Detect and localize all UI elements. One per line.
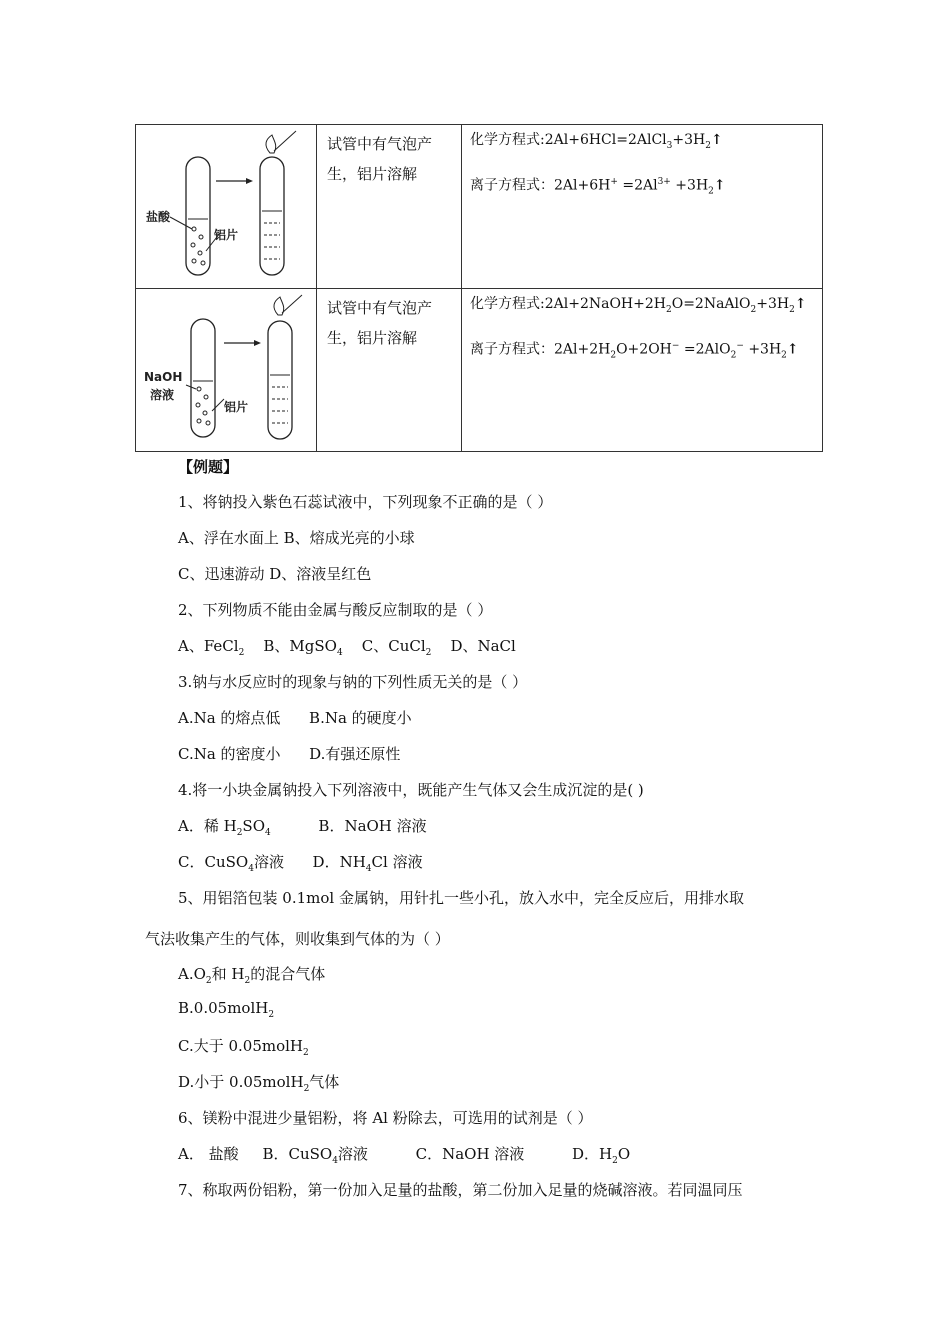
question-3-options-cd: C.Na 的密度小 D.有强还原性 bbox=[178, 745, 401, 763]
test-tube-right bbox=[268, 321, 292, 439]
question-5-line-1: 5、用铝箔包装 0.1mol 金属钠，用针扎一些小孔，放入水中，完全反应后，用排水取 bbox=[178, 889, 744, 907]
ionic-equation: 离子方程式：$2Al+6H^+ =2Al^{3+}$ $+3H_2↑$ bbox=[470, 177, 726, 197]
acid-label: 盐酸 bbox=[146, 210, 171, 224]
question-6-options: A． 盐酸 B．CuSO$_4$溶液 C．NaOH 溶液 D．$H_2O$ bbox=[178, 1145, 631, 1166]
hcl-apparatus-diagram bbox=[136, 125, 316, 287]
question-5-option-d: D.小于 0.05molH$_2$气体 bbox=[178, 1073, 340, 1094]
question-5-option-a: $A.O_2$和 $H_2$的混合气体 bbox=[178, 965, 326, 986]
naoh-experiment-figure-cell bbox=[136, 288, 317, 452]
test-tube-left bbox=[191, 319, 215, 437]
splint bbox=[274, 131, 296, 151]
solution-label: 溶液 bbox=[150, 387, 175, 402]
experiment-table bbox=[135, 124, 823, 452]
test-tube-right bbox=[260, 157, 284, 275]
aluminum-piece-label: 铝片 bbox=[224, 399, 249, 414]
table-row bbox=[136, 288, 823, 452]
chemical-equation: 化学方程式$:2Al+2NaOH+2H_2O=2NaAlO_2+3H_2↑$ bbox=[470, 295, 807, 315]
aluminum-piece-label: 铝片 bbox=[214, 228, 239, 242]
question-1-options-cd: C、迅速游动 D、溶液呈红色 bbox=[178, 565, 372, 583]
question-3: 3.钠与水反应时的现象与钠的下列性质无关的是（ ） bbox=[178, 673, 528, 691]
naoh-apparatus-diagram bbox=[136, 289, 316, 451]
question-5-line-2: 气法收集产生的气体，则收集到气体的为（ ） bbox=[145, 930, 450, 948]
question-4-options-ab: A．稀 $H_2SO_4$ B．NaOH 溶液 bbox=[178, 817, 427, 838]
question-1: 1、将钠投入紫色石蕊试液中，下列现象不正确的是（ ） bbox=[178, 493, 553, 511]
phenomenon-text-1: 试管中有气泡产 bbox=[327, 135, 433, 153]
naoh-label: NaOH bbox=[144, 369, 183, 384]
question-4-options-cd: C．CuSO$_4$溶液 D．$NH_4Cl$ 溶液 bbox=[178, 853, 423, 874]
question-2: 2、下列物质不能由金属与酸反应制取的是（ ） bbox=[178, 601, 493, 619]
phenomenon-text-2: 生，铝片溶解 bbox=[327, 165, 418, 183]
phenomenon-text-2: 生，铝片溶解 bbox=[327, 328, 418, 347]
question-4: 4.将一小块金属钠投入下列溶液中，既能产生气体又会生成沉淀的是( ) bbox=[178, 781, 644, 799]
test-tube-left bbox=[186, 157, 210, 275]
naoh-equation-cell bbox=[462, 288, 823, 452]
naoh-phenomenon-cell bbox=[317, 288, 462, 452]
question-5-option-c: C.大于 0.05molH$_2$ bbox=[178, 1037, 309, 1058]
hcl-equation-cell bbox=[462, 125, 823, 289]
hcl-phenomenon-cell bbox=[317, 125, 462, 289]
chemical-equation: 化学方程式$:2Al+6HCl=2AlCl_3+3H_2↑$ bbox=[470, 132, 723, 151]
splint bbox=[282, 295, 302, 313]
question-6: 6、镁粉中混进少量铝粉，将 Al 粉除去，可选用的试剂是（ ） bbox=[178, 1109, 593, 1127]
ionic-equation: 离子方程式：$2Al+2H_2O+2OH^- =2AlO_2^-$ $+3H_2↑$ bbox=[470, 340, 799, 360]
hcl-experiment-figure-cell bbox=[136, 125, 317, 289]
question-3-options-ab: A.Na 的熔点低 B.Na 的硬度小 bbox=[178, 709, 412, 727]
question-2-options: A、FeCl$_2$ B、MgSO$_4$ C、CuCl$_2$ D、NaCl bbox=[178, 637, 516, 658]
section-heading: 【例题】 bbox=[178, 458, 239, 476]
table-row bbox=[136, 125, 823, 289]
question-7: 7、称取两份铝粉，第一份加入足量的盐酸，第二份加入足量的烧碱溶液。若同温同压 bbox=[178, 1181, 743, 1199]
question-1-options-ab: A、浮在水面上 B、熔成光亮的小球 bbox=[178, 529, 415, 547]
phenomenon-text-1: 试管中有气泡产 bbox=[327, 298, 433, 317]
question-5-option-b: B.0.05molH$_2$ bbox=[178, 999, 275, 1020]
